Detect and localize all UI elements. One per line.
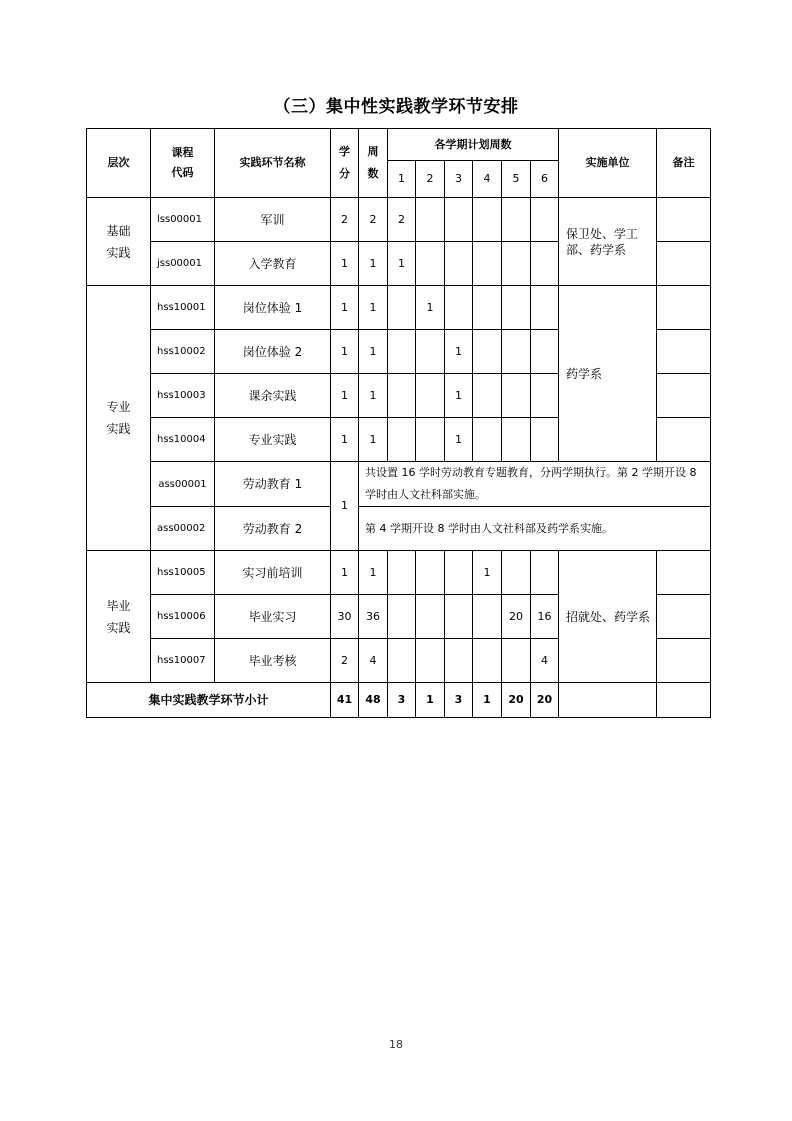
weeks: 4 — [359, 639, 388, 683]
weeks: 1 — [359, 418, 388, 462]
course-code: hss10006 — [151, 595, 215, 639]
semester-cell: 1 — [445, 418, 473, 462]
course-name: 课余实践 — [215, 374, 331, 418]
table-row — [87, 551, 711, 595]
subtotal-semester: 1 — [473, 683, 502, 718]
credit: 1 — [331, 374, 359, 418]
course-name: 岗位体验 2 — [215, 330, 331, 374]
credit: 1 — [331, 551, 359, 595]
course-name: 入学教育 — [215, 242, 331, 286]
credit: 1 — [331, 462, 359, 551]
semester-cell: 16 — [531, 595, 559, 639]
page-number: 18 — [389, 1038, 403, 1051]
subtotal-credit: 41 — [331, 683, 359, 718]
course-name: 岗位体验 1 — [215, 286, 331, 330]
subtotal-row — [87, 683, 711, 718]
course-name: 毕业考核 — [215, 639, 331, 683]
table-row — [87, 462, 711, 507]
course-name: 劳动教育 1 — [215, 462, 331, 507]
subtotal-semester: 1 — [416, 683, 445, 718]
unit-grad: 招就处、药学系 — [559, 551, 657, 683]
course-code: lss00001 — [151, 198, 215, 242]
course-code: hss10001 — [151, 286, 215, 330]
table-row — [87, 507, 711, 551]
credit: 1 — [331, 330, 359, 374]
credit: 1 — [331, 286, 359, 330]
weeks: 36 — [359, 595, 388, 639]
header-semester-4: 4 — [473, 161, 502, 198]
header-name: 实践环节名称 — [215, 129, 331, 198]
subtotal-semester: 3 — [445, 683, 473, 718]
header-semester-group: 各学期计划周数 — [388, 129, 559, 161]
subtotal-semester: 3 — [388, 683, 416, 718]
course-code: hss10007 — [151, 639, 215, 683]
course-code: hss10004 — [151, 418, 215, 462]
weeks: 1 — [359, 242, 388, 286]
header-weeks: 周数 — [359, 129, 388, 198]
section-title: （三）集中性实践教学环节安排 — [273, 97, 519, 117]
semester-cell: 1 — [388, 242, 416, 286]
course-name: 毕业实习 — [215, 595, 331, 639]
labor-note-1: 共设置 16 学时劳动教育专题教育，分两学期执行。第 2 学期开设 8 学时由人文社科部实施。 — [359, 462, 711, 507]
table-row — [87, 286, 711, 330]
subtotal-label: 集中实践教学环节小计 — [87, 683, 331, 718]
group-basic: 基础实践 — [87, 198, 151, 286]
practice-schedule-table — [86, 128, 711, 718]
course-code: jss00001 — [151, 242, 215, 286]
unit-basic: 保卫处、学工部、药学系 — [559, 198, 657, 286]
header-semester-1: 1 — [388, 161, 416, 198]
course-name: 专业实践 — [215, 418, 331, 462]
weeks: 2 — [359, 198, 388, 242]
weeks: 1 — [359, 374, 388, 418]
header-code: 课程代码 — [151, 129, 215, 198]
credit: 30 — [331, 595, 359, 639]
semester-cell: 2 — [388, 198, 416, 242]
group-grad: 毕业实践 — [87, 551, 151, 683]
header-unit: 实施单位 — [559, 129, 657, 198]
course-name: 劳动教育 2 — [215, 507, 331, 551]
semester-cell: 1 — [473, 551, 502, 595]
credit: 2 — [331, 639, 359, 683]
credit: 1 — [331, 418, 359, 462]
weeks: 1 — [359, 551, 388, 595]
header-semester-5: 5 — [502, 161, 531, 198]
subtotal-semester: 20 — [531, 683, 559, 718]
course-code: hss10005 — [151, 551, 215, 595]
unit-major: 药学系 — [559, 286, 657, 462]
subtotal-semester: 20 — [502, 683, 531, 718]
course-code: hss10002 — [151, 330, 215, 374]
semester-cell: 4 — [531, 639, 559, 683]
semester-cell: 1 — [445, 330, 473, 374]
weeks: 1 — [359, 286, 388, 330]
semester-cell: 1 — [416, 286, 445, 330]
header-level: 层次 — [87, 129, 151, 198]
header-remark: 备注 — [657, 129, 711, 198]
course-code: ass00001 — [151, 462, 215, 507]
header-semester-3: 3 — [445, 161, 473, 198]
subtotal-weeks: 48 — [359, 683, 388, 718]
table-row — [87, 198, 711, 242]
course-code: ass00002 — [151, 507, 215, 551]
course-name: 军训 — [215, 198, 331, 242]
course-code: hss10003 — [151, 374, 215, 418]
labor-note-2: 第 4 学期开设 8 学时由人文社科部及药学系实施。 — [359, 507, 711, 551]
semester-cell: 1 — [445, 374, 473, 418]
header-semester-2: 2 — [416, 161, 445, 198]
course-name: 实习前培训 — [215, 551, 331, 595]
credit: 1 — [331, 242, 359, 286]
weeks: 1 — [359, 330, 388, 374]
semester-cell: 20 — [502, 595, 531, 639]
header-semester-6: 6 — [531, 161, 559, 198]
header-credit: 学分 — [331, 129, 359, 198]
credit: 2 — [331, 198, 359, 242]
group-major: 专业实践 — [87, 286, 151, 551]
